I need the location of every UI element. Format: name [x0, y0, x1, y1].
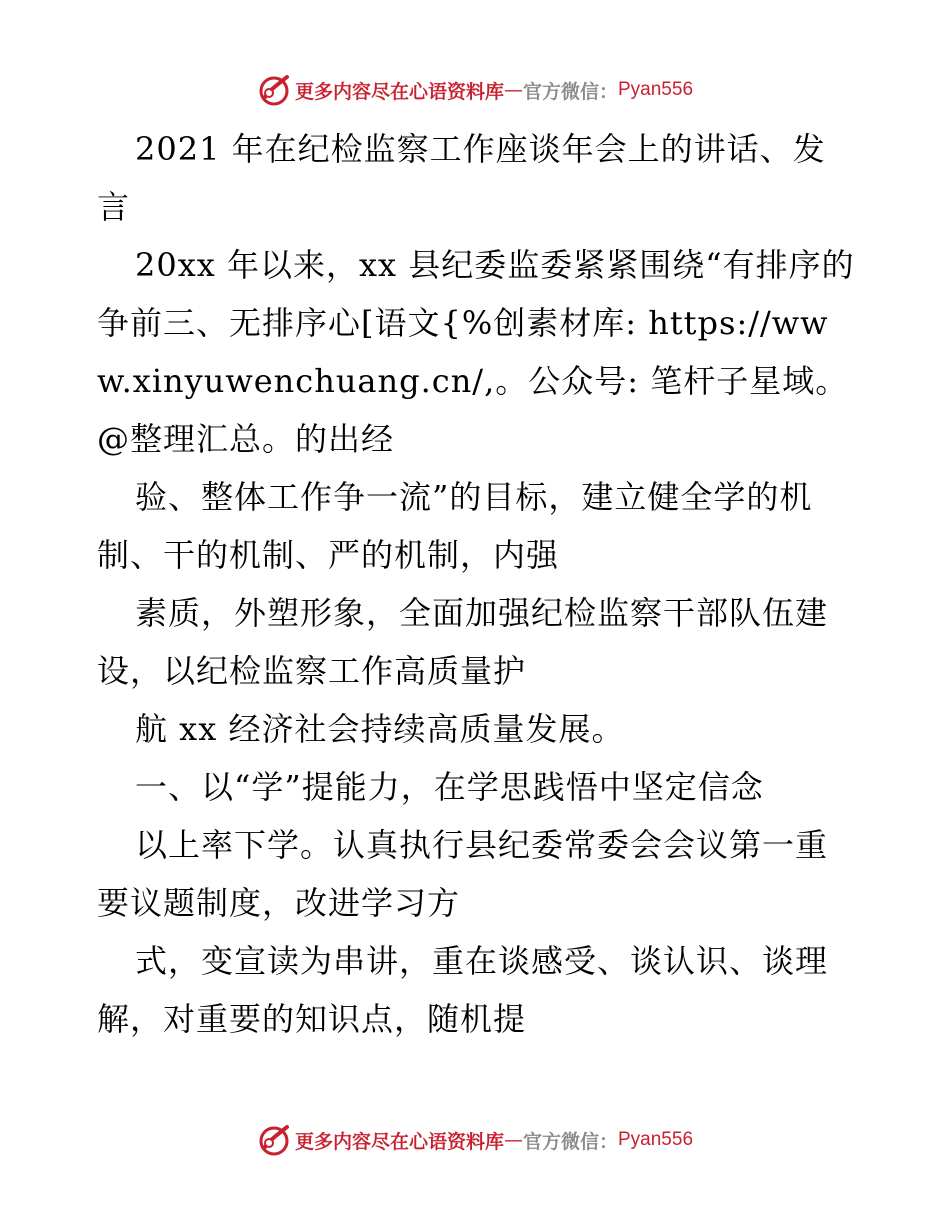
footer-banner: [0, 1122, 950, 1158]
banner-wechat-id: Pyan556: [618, 1129, 694, 1150]
paragraph: 验、整体工作争一流”的目标，建立健全学的机制、干的机制、严的机制，内强: [97, 478, 813, 574]
paragraph: 20xx 年以来，xx 县纪委监委紧紧围绕“有排序的争前三、无排序心[语文{%创素材库: https://www.xinyuwenchuang.cn/,。公众号: 笔杆子星域。@整理汇总。的出经: [97, 246, 855, 458]
paragraph: 素质，外塑形象，全面加强纪检监察干部队伍建设，以纪检监察工作高质量护: [97, 594, 829, 690]
section-heading: 一、以“学”提能力，在学思践悟中坚定信念: [135, 768, 764, 806]
document-body: [97, 120, 857, 1048]
ink-brush-logo-icon: [257, 1123, 291, 1157]
ink-brush-logo-icon: [257, 73, 291, 107]
banner-main-text: 更多内容尽在心语资料库: [294, 1130, 504, 1153]
banner-wechat-label: 官方微信：: [522, 80, 618, 103]
paragraph: 以上率下学。认真执行县纪委常委会会议第一重要议题制度，改进学习方: [97, 826, 829, 922]
banner-main-text: 更多内容尽在心语资料库: [294, 80, 504, 103]
banner-wechat-id: Pyan556: [618, 79, 694, 100]
banner-wechat-label: 官方微信：: [522, 1130, 618, 1153]
header-banner: [0, 72, 950, 108]
document-title: 2021 年在纪检监察工作座谈年会上的讲话、发言: [97, 130, 826, 226]
paragraph: 航 xx 经济社会持续高质量发展。: [135, 710, 625, 748]
paragraph: 式，变宣读为串讲，重在谈感受、谈认识、谈理解，对重要的知识点，随机提: [97, 942, 829, 1038]
banner-dash: —: [503, 1129, 523, 1151]
banner-dash: —: [503, 79, 523, 101]
